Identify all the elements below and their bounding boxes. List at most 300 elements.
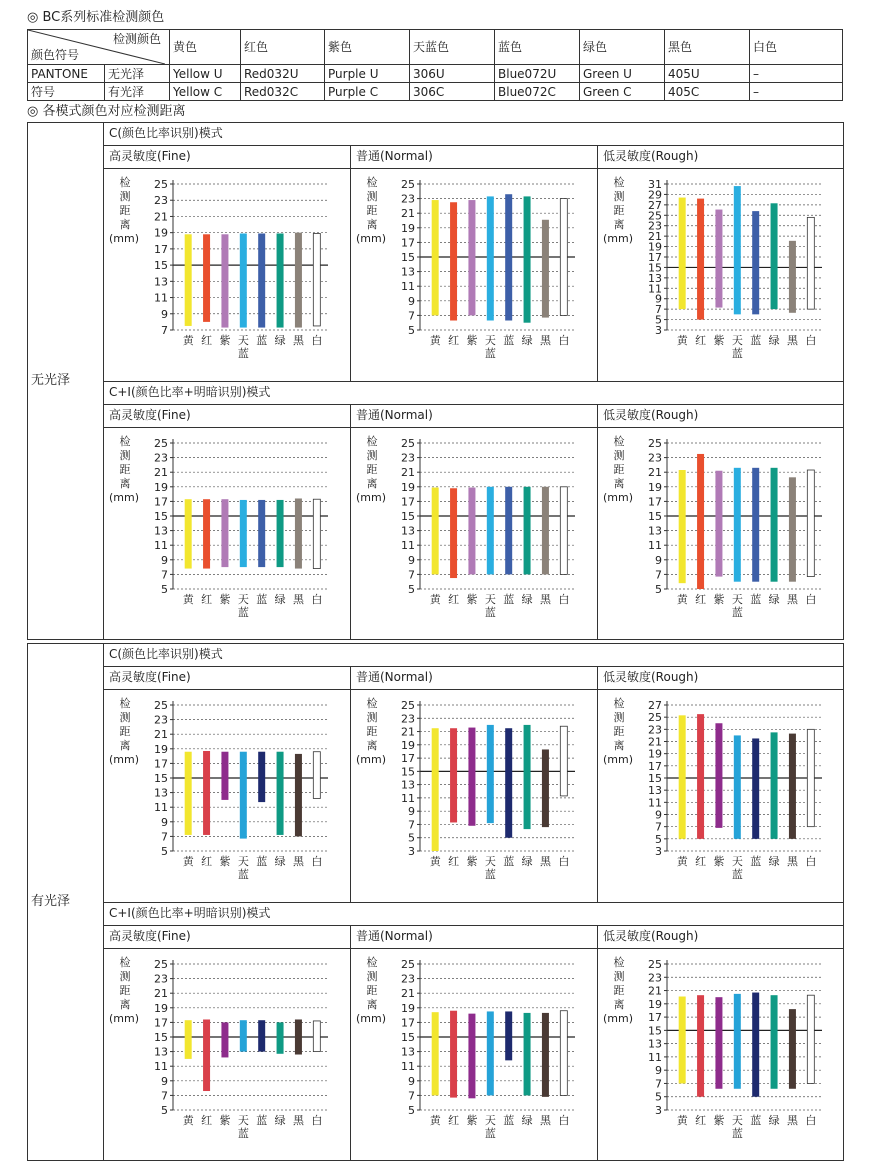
range-bar: [450, 1010, 457, 1097]
range-bar: [505, 486, 512, 574]
y-axis-label-char: 测: [119, 711, 131, 724]
table-cell: Yellow C: [170, 83, 241, 101]
y-tick-label: 11: [648, 796, 662, 810]
y-tick-label: 21: [401, 725, 415, 739]
mode-title-divider: [103, 404, 843, 405]
range-bar: [295, 498, 302, 568]
y-axis-label-char: 距: [613, 725, 625, 738]
mode-title-divider: [103, 145, 843, 146]
x-tick-label: 绿: [521, 1113, 533, 1127]
x-tick-label: 黄: [676, 1113, 688, 1127]
finish-group-label: 无光泽: [31, 372, 71, 388]
y-tick-label: 31: [648, 178, 662, 191]
finish-label: 无光泽: [105, 65, 170, 83]
y-tick-label: 19: [154, 1001, 168, 1015]
range-bar: [715, 210, 722, 308]
range-bar: [468, 487, 475, 574]
x-tick-label: 绿: [274, 592, 286, 606]
y-axis-label-char: 离: [366, 997, 378, 1011]
y-tick-label: 9: [655, 1063, 662, 1077]
color-header: 天蓝色: [410, 30, 495, 65]
y-axis-label-char: 测: [366, 969, 378, 983]
y-axis-label-char: 检: [613, 434, 625, 448]
x-tick-label: 蓝: [256, 334, 268, 347]
range-bar: [542, 486, 549, 574]
y-tick-label: 23: [401, 712, 415, 726]
mode-title: C+I(颜色比率+明暗识别)模式: [109, 384, 271, 399]
x-tick-label: 绿: [768, 592, 780, 606]
y-tick-label: 17: [154, 757, 168, 771]
x-tick-label: 天: [237, 334, 249, 347]
standard-color-table: [27, 29, 843, 101]
x-tick-label: 天: [731, 592, 743, 606]
x-tick-label: 蓝: [731, 1126, 743, 1140]
x-tick-label: 绿: [274, 1113, 286, 1127]
y-tick-label: 19: [401, 221, 415, 235]
x-tick-label: 蓝: [503, 855, 515, 868]
x-tick-label: 天: [484, 334, 496, 347]
y-axis-label-char: 检: [366, 955, 378, 969]
range-bar: [487, 196, 494, 320]
x-tick-label: 绿: [768, 334, 780, 347]
x-tick-label: 天: [484, 1113, 496, 1127]
x-tick-label: 绿: [521, 334, 533, 347]
range-bar: [560, 726, 567, 796]
range-bar: [185, 234, 192, 326]
y-axis-label-char: 离: [366, 218, 378, 231]
y-axis-label-char: (mm): [108, 232, 140, 245]
section-title-standard-colors: ◎ BC系列标准检测颜色: [27, 10, 165, 25]
x-tick-label: 红: [448, 592, 460, 606]
x-tick-label: 白: [311, 334, 323, 347]
range-bar: [542, 749, 549, 827]
x-tick-label: 红: [695, 1113, 707, 1127]
range-bar: [524, 486, 531, 574]
range-bar: [715, 997, 722, 1089]
x-tick-label: 黑: [786, 592, 798, 606]
chart-title-divider: [103, 948, 843, 949]
range-bar: [487, 486, 494, 574]
range-bar: [679, 996, 686, 1083]
y-tick-label: 15: [648, 1023, 662, 1037]
color-header: 白色: [750, 30, 843, 65]
range-bar: [258, 499, 265, 566]
range-bar: [468, 200, 475, 315]
x-tick-label: 黑: [292, 855, 304, 868]
y-tick-label: 21: [154, 465, 168, 479]
y-axis-label-char: (mm): [108, 490, 140, 504]
y-tick-label: 13: [648, 784, 662, 798]
y-tick-label: 25: [648, 436, 662, 450]
x-tick-label: 黑: [786, 855, 798, 868]
table-cell: –: [750, 65, 843, 83]
y-tick-label: 15: [648, 772, 662, 785]
y-axis-label-char: 测: [119, 190, 131, 203]
range-bar: [432, 487, 439, 574]
x-tick-label: 天: [237, 1113, 249, 1127]
x-tick-label: 黄: [676, 334, 688, 347]
y-tick-label: 9: [655, 553, 662, 567]
range-bar: [524, 196, 531, 322]
range-bar: [752, 211, 759, 314]
x-tick-label: 红: [448, 855, 460, 868]
y-tick-label: 11: [648, 538, 662, 552]
mode-title: C+I(颜色比率+明暗识别)模式: [109, 905, 271, 920]
x-tick-label: 蓝: [503, 334, 515, 347]
x-tick-label: 蓝: [750, 855, 762, 868]
y-tick-label: 21: [648, 735, 662, 749]
x-tick-label: 白: [311, 855, 323, 868]
y-tick-label: 25: [154, 957, 168, 971]
range-bar: [450, 202, 457, 320]
pantone-label: PANTONE: [28, 65, 105, 83]
range-bar: [450, 728, 457, 822]
y-tick-label: 11: [401, 1059, 415, 1073]
corner-label-color-code: 颜色符号: [31, 48, 80, 62]
x-tick-label: 蓝: [237, 868, 249, 881]
y-tick-label: 13: [154, 275, 168, 289]
y-tick-label: 11: [154, 291, 168, 305]
distance-range-chart: [598, 950, 842, 1159]
x-tick-label: 绿: [521, 855, 533, 868]
y-tick-label: 5: [408, 831, 415, 845]
distance-range-chart: [104, 170, 349, 379]
table-cell: Yellow U: [170, 65, 241, 83]
y-tick-label: 23: [154, 972, 168, 986]
y-tick-label: 13: [401, 524, 415, 538]
range-bar: [734, 993, 741, 1088]
x-tick-label: 红: [201, 855, 213, 868]
range-bar: [679, 715, 686, 838]
color-header: 黄色: [170, 30, 241, 65]
range-bar: [203, 499, 210, 568]
chart-title: 高灵敏度(Fine): [109, 670, 191, 684]
y-tick-label: 7: [408, 818, 415, 832]
x-tick-label: 蓝: [484, 347, 496, 360]
x-tick-label: 蓝: [256, 592, 268, 606]
y-tick-label: 13: [648, 271, 662, 285]
x-tick-label: 黑: [292, 1113, 304, 1127]
distance-range-chart: [351, 170, 596, 379]
x-tick-label: 蓝: [731, 605, 743, 619]
y-axis-label-char: 距: [366, 983, 378, 997]
y-tick-label: 9: [408, 1074, 415, 1088]
range-bar: [432, 200, 439, 315]
y-tick-label: 17: [154, 242, 168, 256]
table-cell: Red032C: [241, 83, 325, 101]
y-axis-label-char: 测: [366, 190, 378, 203]
y-axis-label-char: 离: [119, 476, 131, 490]
y-tick-label: 5: [655, 313, 662, 327]
y-tick-label: 29: [648, 188, 662, 202]
x-tick-label: 天: [731, 855, 743, 868]
y-tick-label: 7: [408, 1088, 415, 1102]
y-tick-label: 5: [408, 1103, 415, 1117]
y-tick-label: 11: [154, 538, 168, 552]
x-tick-label: 黄: [182, 1113, 194, 1127]
y-tick-label: 21: [648, 984, 662, 998]
x-tick-label: 黄: [676, 855, 688, 868]
range-bar: [432, 1012, 439, 1095]
x-tick-label: 红: [695, 592, 707, 606]
y-tick-label: 23: [648, 970, 662, 984]
range-bar: [295, 1019, 302, 1054]
y-axis-label-char: 离: [613, 739, 625, 752]
x-tick-label: 红: [448, 334, 460, 347]
table-cell: –: [750, 83, 843, 101]
range-bar: [734, 467, 741, 581]
color-header: 黑色: [665, 30, 750, 65]
x-tick-label: 蓝: [731, 347, 743, 360]
x-tick-label: 天: [237, 592, 249, 606]
y-tick-label: 9: [161, 307, 168, 321]
range-bar: [450, 488, 457, 578]
range-bar: [734, 186, 741, 314]
x-tick-label: 蓝: [237, 347, 249, 360]
range-bar: [487, 1011, 494, 1095]
y-axis-label-char: 检: [119, 434, 131, 448]
chart-title: 低灵敏度(Rough): [603, 407, 699, 422]
x-tick-label: 白: [311, 592, 323, 606]
y-tick-label: 25: [648, 711, 662, 725]
y-tick-label: 5: [161, 582, 168, 596]
x-tick-label: 紫: [466, 1113, 478, 1127]
y-tick-label: 9: [408, 805, 415, 819]
y-tick-label: 23: [154, 451, 168, 465]
y-tick-label: 15: [154, 259, 168, 273]
distance-range-chart: [104, 429, 349, 638]
y-tick-label: 21: [648, 465, 662, 479]
table-cell: Green C: [580, 83, 665, 101]
x-tick-label: 黑: [539, 1113, 551, 1127]
range-bar: [560, 1010, 567, 1095]
distance-range-chart: [598, 429, 842, 638]
x-tick-label: 蓝: [484, 1126, 496, 1140]
range-bar: [221, 234, 228, 327]
chart-title: 高灵敏度(Fine): [109, 928, 191, 943]
y-axis-label-char: (mm): [602, 1011, 634, 1025]
y-tick-label: 5: [655, 1090, 662, 1104]
table-cell: Purple C: [325, 83, 410, 101]
finish-label: 有光泽: [105, 83, 170, 101]
range-bar: [505, 1011, 512, 1060]
y-axis-label-char: 检: [366, 697, 378, 710]
chart-title-divider: [103, 168, 843, 169]
y-tick-label: 15: [401, 251, 415, 264]
y-tick-label: 3: [655, 1103, 662, 1117]
mode-title: C(颜色比率识别)模式: [109, 647, 223, 661]
range-bar: [697, 995, 704, 1097]
range-bar: [277, 499, 284, 566]
color-header: 蓝色: [495, 30, 580, 65]
chart-title: 低灵敏度(Rough): [603, 670, 699, 684]
y-tick-label: 13: [401, 1045, 415, 1059]
range-bar: [277, 233, 284, 327]
y-tick-label: 5: [408, 324, 415, 337]
y-tick-label: 13: [154, 524, 168, 538]
y-tick-label: 19: [648, 480, 662, 494]
y-tick-label: 23: [648, 723, 662, 737]
x-tick-label: 黑: [786, 1113, 798, 1127]
y-axis-label-char: 检: [613, 955, 625, 969]
x-tick-label: 黄: [676, 592, 688, 606]
y-axis-label-char: 距: [613, 462, 625, 476]
y-axis-label-char: 测: [119, 969, 131, 983]
y-tick-label: 15: [648, 261, 662, 275]
y-tick-label: 11: [648, 282, 662, 296]
y-axis-label-char: 测: [119, 448, 131, 462]
x-tick-label: 紫: [219, 334, 231, 347]
range-bar: [524, 1012, 531, 1094]
y-axis-label-char: 离: [119, 739, 131, 752]
x-tick-label: 紫: [713, 1113, 725, 1127]
y-axis-label-char: (mm): [355, 753, 387, 766]
x-tick-label: 蓝: [503, 592, 515, 606]
chart-title: 普通(Normal): [356, 407, 433, 422]
y-axis-label-char: 检: [119, 697, 131, 710]
range-bar: [313, 752, 320, 799]
y-tick-label: 21: [154, 210, 168, 224]
range-bar: [295, 754, 302, 836]
y-axis-label-char: 测: [613, 711, 625, 724]
y-tick-label: 25: [648, 957, 662, 971]
range-bar: [679, 470, 686, 583]
y-tick-label: 25: [401, 957, 415, 971]
range-bar: [221, 1022, 228, 1057]
y-tick-label: 27: [648, 198, 662, 212]
y-tick-label: 9: [408, 553, 415, 567]
y-tick-label: 13: [154, 1045, 168, 1059]
range-bar: [789, 734, 796, 839]
range-bar: [221, 499, 228, 567]
x-tick-label: 天: [731, 1113, 743, 1127]
y-axis-label-char: (mm): [108, 1011, 140, 1025]
y-tick-label: 9: [161, 815, 168, 829]
y-tick-label: 13: [401, 778, 415, 792]
range-bar: [807, 470, 814, 577]
range-bar: [771, 995, 778, 1089]
x-tick-label: 天: [237, 855, 249, 868]
y-tick-label: 15: [401, 765, 415, 779]
x-tick-label: 蓝: [750, 1113, 762, 1127]
y-axis-label-char: (mm): [355, 490, 387, 504]
table-cell: 405C: [665, 83, 750, 101]
chart-title-divider: [103, 689, 843, 690]
range-bar: [240, 233, 247, 327]
x-tick-label: 黄: [429, 1113, 441, 1127]
y-tick-label: 17: [401, 236, 415, 250]
y-axis-label-char: 测: [613, 969, 625, 983]
range-bar: [203, 1019, 210, 1091]
range-bar: [771, 467, 778, 581]
y-axis-label-char: (mm): [602, 753, 634, 766]
distance-range-chart: [104, 950, 349, 1159]
range-bar: [752, 992, 759, 1096]
x-tick-label: 绿: [521, 592, 533, 606]
y-tick-label: 13: [648, 1037, 662, 1051]
range-bar: [542, 1012, 549, 1096]
x-tick-label: 紫: [466, 592, 478, 606]
y-tick-label: 25: [401, 699, 415, 712]
y-tick-label: 11: [401, 280, 415, 294]
distance-range-chart: [104, 691, 349, 900]
range-bar: [752, 738, 759, 838]
x-tick-label: 白: [558, 334, 570, 347]
y-axis-label-char: 测: [366, 448, 378, 462]
range-bar: [258, 1020, 265, 1051]
range-bar: [505, 728, 512, 838]
table-header-row: [28, 30, 843, 65]
chart-title: 高灵敏度(Fine): [109, 407, 191, 422]
x-tick-label: 黑: [539, 592, 551, 606]
x-tick-label: 红: [695, 855, 707, 868]
mode-title: C(颜色比率识别)模式: [109, 126, 223, 140]
x-tick-label: 紫: [713, 592, 725, 606]
x-tick-label: 黄: [182, 855, 194, 868]
y-tick-label: 19: [648, 240, 662, 254]
y-axis-label-char: (mm): [355, 1011, 387, 1025]
x-tick-label: 白: [805, 592, 817, 606]
table-cell: Blue072U: [495, 65, 580, 83]
y-tick-label: 9: [408, 294, 415, 308]
y-tick-label: 7: [655, 1076, 662, 1090]
x-tick-label: 红: [201, 592, 213, 606]
y-tick-label: 15: [401, 1030, 415, 1044]
y-tick-label: 13: [401, 265, 415, 279]
y-tick-label: 11: [401, 791, 415, 805]
range-bar: [277, 752, 284, 835]
y-axis-label-char: 检: [119, 955, 131, 969]
y-axis-label-char: 距: [366, 725, 378, 738]
x-tick-label: 黑: [539, 334, 551, 347]
range-bar: [185, 752, 192, 835]
y-axis-label-char: (mm): [355, 232, 387, 245]
range-bar: [789, 477, 796, 581]
distance-range-chart: [598, 691, 842, 900]
y-tick-label: 7: [161, 567, 168, 581]
y-axis-label-char: 检: [613, 176, 625, 189]
table-cell: Green U: [580, 65, 665, 83]
chart-title: 低灵敏度(Rough): [603, 928, 699, 943]
x-tick-label: 蓝: [750, 334, 762, 347]
mode-title-divider: [103, 666, 843, 667]
range-bar: [185, 499, 192, 568]
range-bar: [697, 714, 704, 839]
finish-group-label: 有光泽: [31, 893, 71, 909]
y-tick-label: 17: [648, 759, 662, 773]
y-axis-label-char: 离: [613, 218, 625, 231]
y-tick-label: 5: [408, 582, 415, 596]
x-tick-label: 黑: [292, 334, 304, 347]
x-tick-label: 红: [201, 1113, 213, 1127]
range-bar: [524, 725, 531, 829]
y-axis-label-char: 距: [366, 204, 378, 217]
y-axis-label-char: 离: [119, 997, 131, 1011]
x-tick-label: 白: [805, 1113, 817, 1127]
y-tick-label: 17: [648, 251, 662, 264]
x-tick-label: 黄: [429, 334, 441, 347]
y-tick-label: 9: [655, 292, 662, 306]
y-axis-label-char: 距: [613, 204, 625, 217]
y-tick-label: 19: [401, 1001, 415, 1015]
table-corner-cell: [28, 30, 170, 65]
y-tick-label: 9: [161, 553, 168, 567]
y-tick-label: 17: [401, 752, 415, 766]
x-tick-label: 蓝: [256, 855, 268, 868]
x-tick-label: 红: [201, 334, 213, 347]
x-tick-label: 天: [731, 334, 743, 347]
x-tick-label: 紫: [219, 592, 231, 606]
